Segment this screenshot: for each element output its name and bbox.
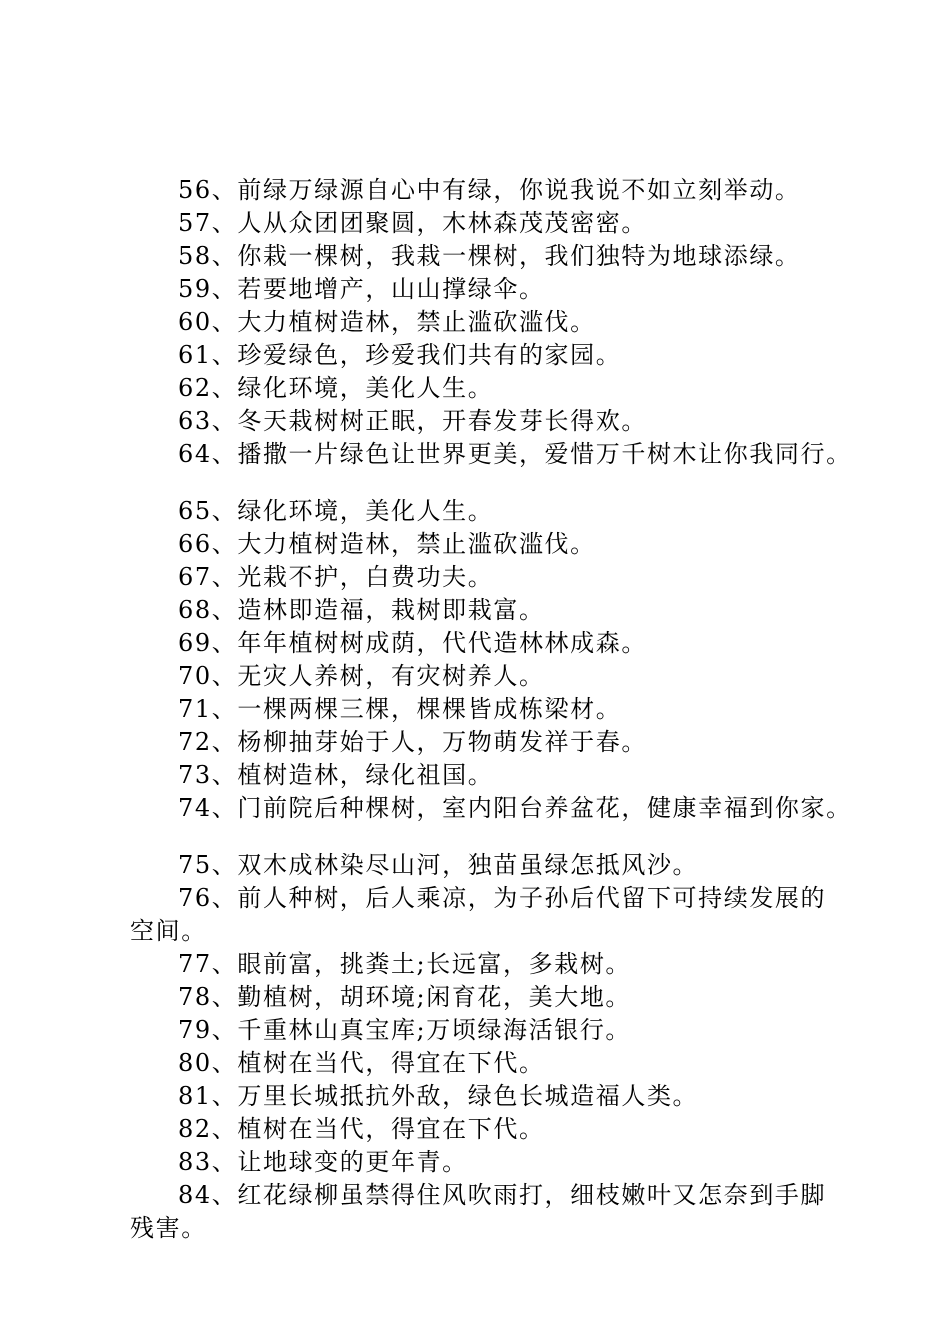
list-item: 60、大力植树造林，禁止滥砍滥伐。 <box>178 308 596 336</box>
list-item: 67、光栽不护，白费功夫。 <box>178 563 494 591</box>
list-item: 84、红花绿柳虽禁得住风吹雨打，细枝嫩叶又怎奈到手脚残害。 <box>130 1181 827 1242</box>
list-item: 75、双木成林染尽山河，独苗虽绿怎抵风沙。 <box>178 851 699 879</box>
list-item: 64、播撒一片绿色让世界更美，爱惜万千树木让你我同行。 <box>178 440 852 468</box>
list-item: 59、若要地增产，山山撑绿伞。 <box>178 275 545 303</box>
list-item: 62、绿化环境，美化人生。 <box>178 374 494 402</box>
list-item: 79、千重林山真宝库;万顷绿海活银行。 <box>178 1016 632 1044</box>
list-item: 57、人从众团团聚圆，木林森茂茂密密。 <box>178 209 647 237</box>
list-item: 77、眼前富，挑粪土;长远富，多栽树。 <box>178 950 632 978</box>
paragraph-gap <box>130 825 850 849</box>
list-item: 73、植树造林，绿化祖国。 <box>178 761 494 789</box>
list-item: 81、万里长城抵抗外敌，绿色长城造福人类。 <box>178 1082 699 1110</box>
list-item: 71、一棵两棵三棵，棵棵皆成栋梁材。 <box>178 695 622 723</box>
list-item: 65、绿化环境，美化人生。 <box>178 497 494 525</box>
list-item: 83、让地球变的更年青。 <box>178 1148 468 1176</box>
list-item: 76、前人种树，后人乘凉，为子孙后代留下可持续发展的空间。 <box>130 884 827 945</box>
list-item: 63、冬天栽树树正眠，开春发芽长得欢。 <box>178 407 647 435</box>
list-item: 82、植树在当代，得宜在下代。 <box>178 1115 545 1143</box>
list-item: 68、造林即造福，栽树即栽富。 <box>178 596 545 624</box>
list-item: 74、门前院后种棵树，室内阳台养盆花，健康幸福到你家。 <box>178 794 852 822</box>
list-item: 66、大力植树造林，禁止滥砍滥伐。 <box>178 530 596 558</box>
list-item: 70、无灾人养树，有灾树养人。 <box>178 662 545 690</box>
list-item: 58、你栽一棵树，我栽一棵树，我们独特为地球添绿。 <box>178 242 801 270</box>
list-item: 69、年年植树树成荫，代代造林林成森。 <box>178 629 647 657</box>
list-item: 80、植树在当代，得宜在下代。 <box>178 1049 545 1077</box>
slogan-list <box>130 174 850 1245</box>
list-item: 56、前绿万绿源自心中有绿，你说我说不如立刻举动。 <box>178 176 801 204</box>
paragraph-gap <box>130 471 850 495</box>
list-item: 61、珍爱绿色，珍爱我们共有的家园。 <box>178 341 622 369</box>
list-item: 78、勤植树，胡环境;闲育花，美大地。 <box>178 983 632 1011</box>
list-item: 72、杨柳抽芽始于人，万物萌发祥于春。 <box>178 728 647 756</box>
